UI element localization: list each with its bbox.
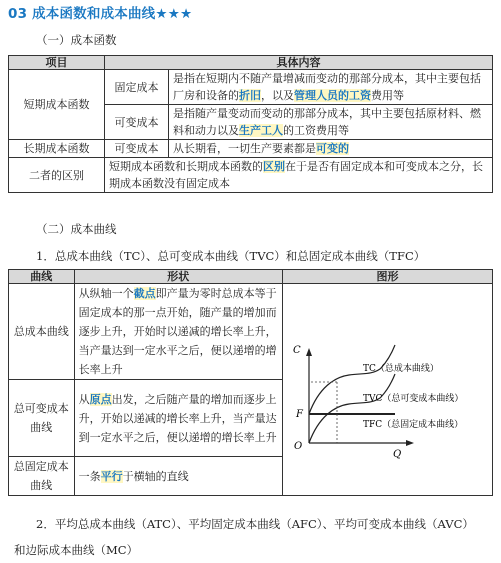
highlight-parallel: 平行 (100, 469, 123, 483)
difference-text: 短期成本函数和长期成本函数的区别在于是否有固定成本和可变成本之分，长期成本函数没有固定成本 (105, 158, 493, 193)
highlight-manager-salary: 管理人员的工资 (294, 89, 371, 102)
f-label: F (296, 409, 303, 420)
long-run-type: 可变成本 (105, 140, 169, 158)
tvc-curve-label: TVC（总可变成本曲线） (363, 394, 464, 404)
tc-curve-label: TC（总成本曲线） (363, 364, 439, 374)
difference-label: 二者的区别 (9, 158, 105, 193)
tvc-curve (309, 374, 395, 443)
long-run-label: 长期成本函数 (9, 140, 105, 158)
x-axis-arrow-icon (406, 440, 414, 446)
origin-label: O (294, 441, 303, 452)
variable-cost-text: 是指随产量变动而变动的那部分成本，其中主要包括原材料、燃料和动力以及生产工人的工资费用等 (169, 105, 493, 140)
x-axis-label: Q (393, 449, 402, 460)
highlight-depreciation: 折旧 (239, 89, 261, 102)
long-run-text: 从长期看，一切生产要素都是可变的 (169, 140, 493, 158)
y-axis-label: C (293, 345, 301, 356)
highlight-origin: 原点 (89, 392, 112, 406)
tfc-curve-label: TFC（总固定成本曲线） (363, 420, 464, 430)
highlight-intercept: 截点 (133, 287, 156, 300)
header-graph: 图形 (283, 270, 493, 284)
y-axis-arrow-icon (306, 348, 312, 356)
cost-curve-graph-cell (283, 284, 493, 496)
highlight-variable: 可变的 (316, 142, 349, 155)
section-heading-cost-curves: （二）成本曲线 (36, 222, 117, 236)
short-run-label: 短期成本函数 (9, 70, 105, 140)
fixed-cost-label: 固定成本 (105, 70, 169, 105)
tc-text: 从纵轴一个截点即产量为零时总成本等于固定成本的那一点开始，随产量的增加而逐步上升，开始时以递减的增长率上升，当产量达到一定水平之后，便以递增的增长率上升 (74, 284, 282, 380)
tvc-text: 从原点出发，之后随产量的增加而逐步上升，开始以递减的增长率上升，当产量达到一定水平之后，便以递增的增长率上升 (74, 380, 282, 457)
cost-curve-table (8, 269, 493, 496)
highlight-difference: 区别 (263, 160, 285, 173)
tc-label: 总成本曲线 (9, 284, 75, 380)
item-1-heading: 1．总成本曲线（TC）、总可变成本曲线（TVC）和总固定成本曲线（TFC） (36, 249, 426, 263)
page-title: 03 成本函数和成本曲线★★★ (8, 6, 193, 22)
cost-curve-graph (283, 289, 492, 484)
tfc-label: 总固定成本曲线 (9, 457, 75, 496)
item-2-heading-cont: 和边际成本曲线（MC） (14, 543, 139, 557)
header-item: 项目 (9, 56, 105, 70)
highlight-production-workers: 生产工人 (239, 124, 283, 137)
fixed-cost-text: 是指在短期内不随产量增减而变动的那部分成本，其中主要包括厂房和设备的折旧，以及管理人员的工资费用等 (169, 70, 493, 105)
cost-function-table (8, 55, 493, 193)
header-curve: 曲线 (9, 270, 75, 284)
variable-cost-label: 可变成本 (105, 105, 169, 140)
section-heading-cost-function: （一）成本函数 (36, 33, 117, 47)
header-content: 具体内容 (105, 56, 493, 70)
tfc-text: 一条平行于横轴的直线 (74, 457, 282, 496)
item-2-heading: 2．平均总成本曲线（ATC）、平均固定成本曲线（AFC）、平均可变成本曲线（AVC） (36, 517, 474, 531)
tvc-label: 总可变成本曲线 (9, 380, 75, 457)
header-shape: 形状 (74, 270, 282, 284)
